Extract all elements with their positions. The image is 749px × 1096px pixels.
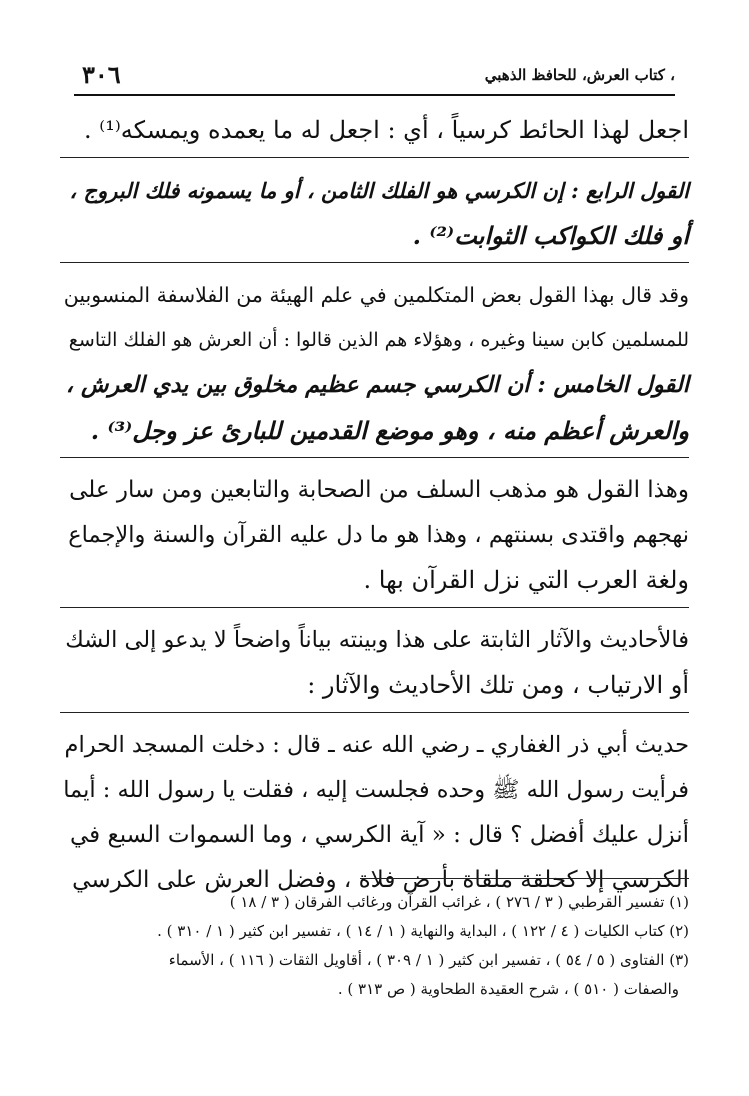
text-line: أو الارتياب ، ومن تلك الأحاديث والآثار : bbox=[307, 671, 689, 699]
paragraph-divider bbox=[60, 157, 689, 158]
text-line: للمسلمين كابن سينا وغيره ، وهؤلاء هم الذين قالوا : أن العرش هو الفلك التاسع bbox=[68, 329, 689, 351]
footnote-3-continued: والصفات ( ٥١٠ ) ، شرح العقيدة الطحاوية ( ص ٣١٣ ) . bbox=[337, 980, 679, 998]
paragraph-5 bbox=[60, 468, 689, 603]
paragraph-fifth-opinion bbox=[60, 363, 689, 453]
paragraph-fourth-opinion bbox=[60, 168, 689, 258]
footnote-1: (١) تفسير القرطبي ( ٣ / ٢٧٦ ) ، غرائب القرآن ورغائب الفرقان ( ٣ / ١٨ ) bbox=[229, 893, 689, 911]
page-header bbox=[74, 58, 675, 92]
text-line: اجعل لهذا الحائط كرسياً ، أي : اجعل له ما يعمده ويمسكه⁽¹⁾ . bbox=[84, 116, 689, 144]
paragraph-3 bbox=[60, 273, 689, 363]
paragraph-divider bbox=[60, 712, 689, 713]
text-line: وهذا القول هو مذهب السلف من الصحابة والتابعين ومن سار على bbox=[69, 477, 689, 503]
text-line: ولغة العرب التي نزل القرآن بها . bbox=[363, 566, 689, 594]
running-title: ، كتاب العرش، للحافظ الذهبي bbox=[484, 66, 675, 84]
text-line: حديث أبي ذر الغفاري ـ رضي الله عنه ـ قال : دخلت المسجد الحرام bbox=[64, 732, 689, 758]
paragraph-6 bbox=[60, 618, 689, 708]
text-line: فرأيت رسول الله ﷺ وحده فجلست إليه ، فقلت يا رسول الله : أيما bbox=[63, 777, 689, 803]
paragraph-divider bbox=[60, 457, 689, 458]
page-number: ٣٠٦ bbox=[82, 60, 121, 89]
paragraph-1 bbox=[60, 108, 689, 153]
text-line: القول الرابع : إن الكرسي هو الفلك الثامن ، أو ما يسمونه فلك البروج ، bbox=[69, 178, 689, 203]
paragraph-divider bbox=[60, 262, 689, 263]
text-line: وقد قال بهذا القول بعض المتكلمين في علم الهيئة من الفلاسفة المنسوبين bbox=[63, 283, 689, 307]
page-body bbox=[60, 108, 689, 903]
text-line: والعرش أعظم منه ، وهو موضع القدمين للبارئ عز وجل⁽³⁾ . bbox=[90, 416, 689, 445]
paragraph-7 bbox=[60, 723, 689, 903]
footnote-3: (٣) الفتاوى ( ٥ / ٥٤ ) ، تفسير ابن كثير ( ١ / ٣٠٩ ) ، أقاويل الثقات ( ١١٦ ) ، الأسماء bbox=[168, 951, 689, 969]
text-line: نهجهم واقتدى بسنتهم ، وهذا هو ما دل عليه القرآن والسنة والإجماع bbox=[68, 522, 689, 548]
text-line: الكرسي إلا كحلقة ملقاة بأرض فلاة ، وفضل العرش على الكرسي bbox=[72, 867, 689, 893]
footnote-rule bbox=[360, 878, 689, 879]
text-line: القول الخامس : أن الكرسي جسم عظيم مخلوق بين يدي العرش ، bbox=[65, 372, 689, 398]
paragraph-divider bbox=[60, 607, 689, 608]
text-line: أو فلك الكواكب الثوابت⁽²⁾ . bbox=[412, 221, 689, 250]
text-line: فالأحاديث والآثار الثابتة على هذا وبينته بياناً واضحاً لا يدعو إلى الشك bbox=[65, 627, 689, 653]
text-line: أنزل عليك أفضل ؟ قال : « آية الكرسي ، وما السموات السبع في bbox=[69, 822, 689, 848]
header-rule bbox=[74, 94, 675, 96]
footnotes bbox=[60, 888, 689, 1004]
footnote-2: (٢) كتاب الكليات ( ٤ / ١٢٢ ) ، البداية والنهاية ( ١ / ١٤ ) ، تفسير ابن كثير ( ١ / ٣١٠ ) . bbox=[157, 922, 689, 940]
